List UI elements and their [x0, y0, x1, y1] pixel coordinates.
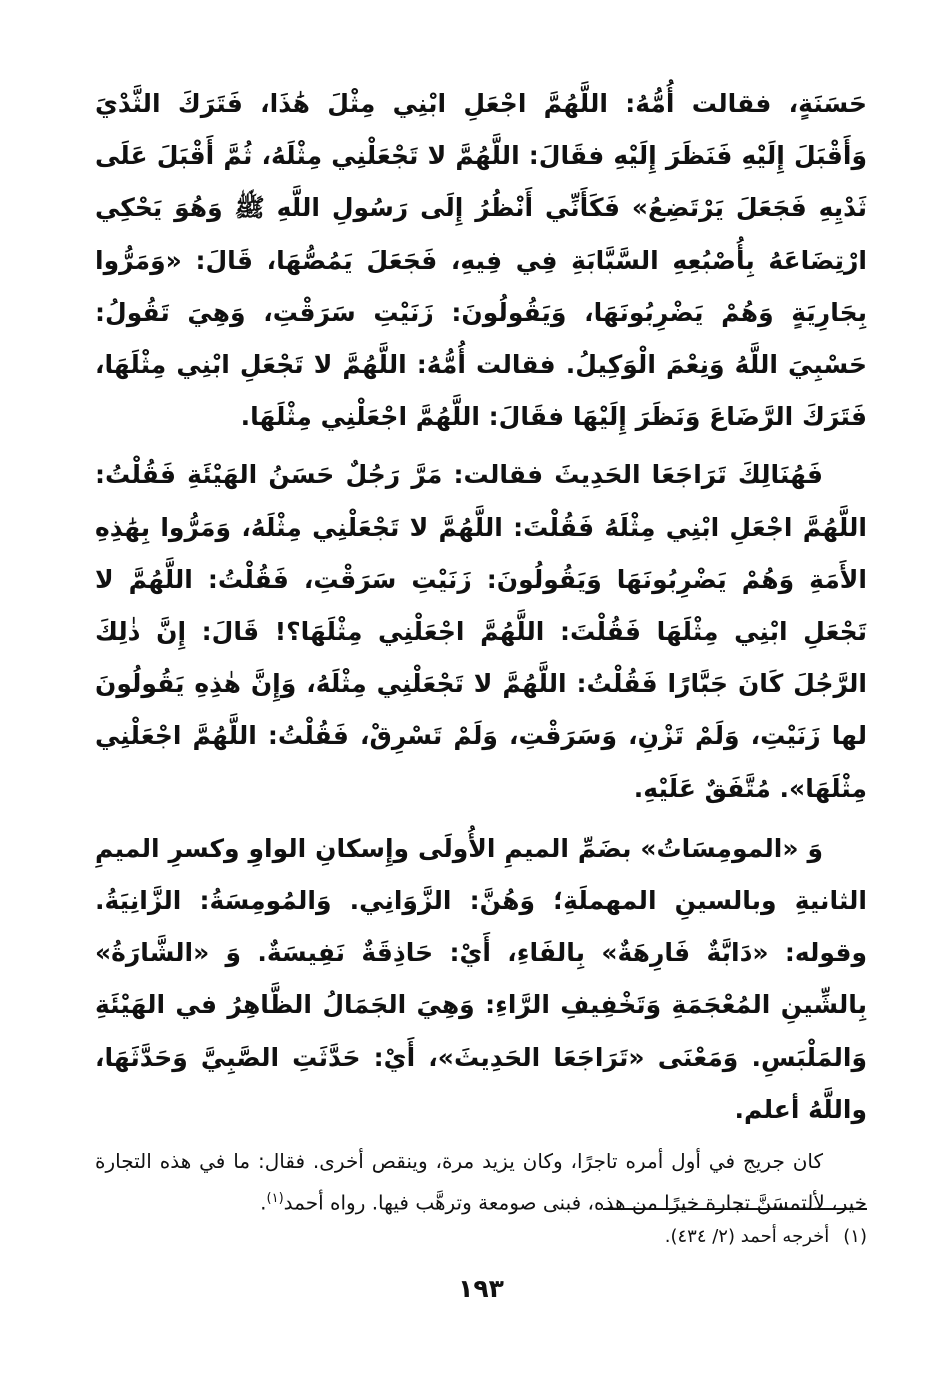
footnote-marker: (١)	[843, 1226, 867, 1247]
footnote	[95, 1224, 867, 1250]
footnote-divider	[603, 1208, 867, 1210]
quoted-narration-end: .	[260, 1190, 267, 1215]
body-paragraph-1: حَسَنَةٍ، فقالت أُمُّهُ: اللَّهُمَّ اجْعَلِ ابْنِي مِثْلَ هَٰذَا، فَتَرَكَ الثَّدْيَ وَأَقْبَلَ إِلَيْهِ فَنَظَرَ إِلَيْهِ فقَالَ: اللَّهُمَّ لا تَجْعَلْنِي مِثْلَهُ، ثُمَّ أَقْبَلَ عَلَى ثَدْيِهِ فَجَعَلَ يَرْتَضِعُ» فَكَأَنِّي أَنْظُرُ إِلَى رَسُولِ اللَّهِ ﷺ وَهُوَ يَحْكِي ارْتِضَاعَهُ بِأُصْبُعِهِ السَّبَّابَةِ فِي فِيهِ، فَجَعَلَ يَمُصُّهَا، قَالَ: «وَمَرُّوا بِجَارِيَةٍ وَهُمْ يَضْرِبُونَهَا، وَيَقُولُونَ: زَنَيْتِ سَرَقْتِ، وَهِيَ تَقُولُ: حَسْبِيَ اللَّهُ وَنِعْمَ الْوَكِيلُ. فقالت أُمُّهُ: اللَّهُمَّ لا تَجْعَلِ ابْنِي مِثْلَهَا، فَتَرَكَ الرَّضَاعَ وَنَظَرَ إِلَيْهَا فقَالَ: اللَّهُمَّ اجْعَلْنِي مِثْلَهَا.	[95, 89, 867, 432]
body-paragraph-2: فَهُنَالِكَ تَرَاجَعَا الحَدِيثَ فقالت: مَرَّ رَجُلٌ حَسَنُ الهَيْئَةِ فَقُلْتُ: اللَّهُمَّ اجْعَلِ ابْنِي مِثْلَهُ فَقُلْتَ: اللَّهُمَّ لا تَجْعَلْنِي مِثْلَهُ، وَمَرُّوا بِهَٰذِهِ الأَمَةِ وَهُمْ يَضْرِبُونَهَا وَيَقُولُونَ: زَنَيْتِ سَرَقْتِ، فَقُلْتُ: اللَّهُمَّ لا تَجْعَلِ ابْنِي مِثْلَهَا فَقُلْتَ: اللَّهُمَّ اجْعَلْنِي مِثْلَهَا؟! قَالَ: إِنَّ ذٰلِكَ الرَّجُلَ كَانَ جَبَّارًا فَقُلْتُ: اللَّهُمَّ لا تَجْعَلْنِي مِثْلَهُ، وَإِنَّ هٰذِهِ يَقُولُونَ لها زَنَيْتِ، وَلَمْ تَزْنِ، وَسَرَقْتِ، وَلَمْ تَسْرِقْ، فَقُلْتُ: اللَّهُمَّ اجْعَلْنِي مِثْلَهَا». مُتَّفَقٌ عَلَيْهِ.	[95, 460, 867, 803]
footnote-reference: (١)	[266, 1191, 284, 1207]
quoted-narration-text: كان جريج في أول أمره تاجرًا، وكان يزيد مرة، وينقص أخرى. فقال: ما في هذه التجارة خير، لألتمسَنَّ تجارة خيرًا من هذه، فبنى صومعة وترهَّب فيها. رواه أحمد	[95, 1149, 867, 1215]
footnote-text: أخرجه أحمد (٢/ ٤٣٤).	[664, 1226, 830, 1247]
book-page	[95, 78, 867, 1338]
page-number: ١٩٣	[458, 1274, 504, 1303]
body-paragraph-3: وَ «المومِسَاتُ» بضَمِّ الميمِ الأُولَى وإِسكانِ الواوِ وكسرِ الميمِ الثانيةِ وبالسينِ المهملَةِ؛ وَهُنَّ: الزَّوَانِي. وَالمُومِسَةُ: الزَّانِيَةُ. وقوله: «دَابَّةٌ فَارِهَةٌ» بِالفَاءِ، أَيْ: حَاذِقَةٌ نَفِيسَةٌ. وَ «الشَّارَةُ» بِالشِّينِ المُعْجَمَةِ وَتَخْفِيفِ الرَّاءِ: وَهِيَ الجَمَالُ الظَّاهِرُ في الهَيْئَةِ وَالمَلْبَسِ. وَمَعْنَى «تَرَاجَعَا الحَدِيثَ»، أَيْ: حَدَّثَتِ الصَّبِيَّ وَحَدَّثَهَا، واللَّهُ أعلم.	[95, 833, 867, 1124]
